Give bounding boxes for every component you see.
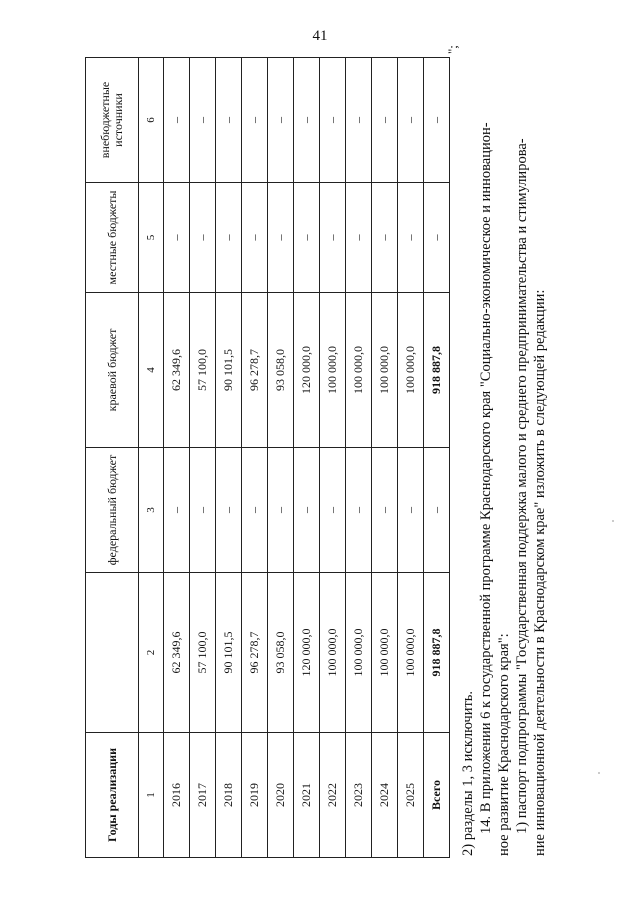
table-cell: – [346,448,372,573]
paragraph-item-14-continued: ное развитие Краснодарского края": [496,633,512,856]
header-total-amount [86,573,139,733]
table-cell: – [320,448,346,573]
table-cell: 2021 [294,733,320,858]
page-number: 41 [312,28,328,44]
table-cell: – [372,58,398,183]
table-cell: 100 000,0 [346,573,372,733]
table-cell: – [190,58,216,183]
table-cell: 2020 [268,733,294,858]
financing-table [85,57,450,858]
table-cell: – [268,448,294,573]
table-cell: 93 058,0 [268,573,294,733]
table-cell: – [216,448,242,573]
table-cell: 62 349,6 [164,573,190,733]
column-number: 5 [139,183,164,293]
table-row [372,58,398,858]
table-cell: – [242,448,268,573]
table-row [268,58,294,858]
table-cell: 2022 [320,733,346,858]
table-row [242,58,268,858]
table-cell: 2023 [346,733,372,858]
table-row [398,58,424,858]
table-cell: 57 100,0 [190,293,216,448]
table-cell: 90 101,5 [216,293,242,448]
table-cell: – [216,58,242,183]
table-cell: 62 349,6 [164,293,190,448]
paragraph-subprogram-passport-continued: ние инновационной деятельности в Краснодарском крае" изложить в следующей редакции: [532,289,548,856]
scan-speck [598,772,600,774]
column-number-row [139,58,164,858]
table-cell: 120 000,0 [294,573,320,733]
table-cell: – [294,58,320,183]
scan-speck [612,520,614,522]
table-cell: 120 000,0 [294,293,320,448]
header-federal-budget: федеральный бюджет [86,448,139,573]
table-cell: – [372,183,398,293]
table-cell: – [242,183,268,293]
table-cell: – [424,448,450,573]
column-number: 4 [139,293,164,448]
table-cell: 90 101,5 [216,573,242,733]
table-total-row [424,58,450,858]
table-cell: 57 100,0 [190,573,216,733]
table-cell: 2025 [398,733,424,858]
header-regional-budget: краевой бюджет [86,293,139,448]
table-cell: – [320,58,346,183]
table-cell: – [424,183,450,293]
paragraph-item-14: 14. В приложении 6 к государственной программе Краснодарского края "Социально-экономическое и инновацион- [478,122,494,834]
column-number: 3 [139,448,164,573]
column-number: 6 [139,58,164,183]
table-cell: 2024 [372,733,398,858]
table-cell: – [398,58,424,183]
table-row [190,58,216,858]
table-cell: 100 000,0 [320,293,346,448]
table-cell: – [164,183,190,293]
table-cell: 100 000,0 [372,293,398,448]
table-cell: 2017 [190,733,216,858]
table-row [216,58,242,858]
table-cell: – [294,448,320,573]
paragraph-subprogram-passport: 1) паспорт подпрограммы "Государственная поддержка малого и среднего предпринимательства и стимулирова- [514,138,530,834]
table-cell: 96 278,7 [242,293,268,448]
table-cell: 100 000,0 [320,573,346,733]
table-cell: 96 278,7 [242,573,268,733]
table-row [346,58,372,858]
table-row [164,58,190,858]
table-cell: – [320,183,346,293]
table-cell: – [268,58,294,183]
table-cell: 100 000,0 [372,573,398,733]
paragraph-sections-excluded: 2) разделы 1, 3 исключить. [460,690,476,856]
table-row [320,58,346,858]
table-cell: 100 000,0 [346,293,372,448]
table-cell: – [424,58,450,183]
table-cell: 93 058,0 [268,293,294,448]
column-number: 1 [139,733,164,858]
header-extrabudgetary: внебюджетные источники [86,58,139,183]
table-cell: – [190,448,216,573]
table-cell: – [164,448,190,573]
table-cell: – [190,183,216,293]
table-header-row [86,58,139,858]
table-cell: – [398,183,424,293]
table-cell: – [294,183,320,293]
table-cell: 2018 [216,733,242,858]
table-closing-quote: "; [445,45,460,54]
table-cell: 100 000,0 [398,293,424,448]
table-cell: – [398,448,424,573]
table-cell: – [346,183,372,293]
table-cell: – [372,448,398,573]
rotated-page-content [85,45,555,858]
table-row [294,58,320,858]
header-local-budgets: местные бюджеты [86,183,139,293]
total-amount: 918 887,8 [424,573,450,733]
total-label: Всего [424,733,450,858]
column-number: 2 [139,573,164,733]
table-cell: – [216,183,242,293]
table-cell: – [242,58,268,183]
header-years: Годы реализации [86,733,139,858]
table-cell: – [268,183,294,293]
table-cell: 2016 [164,733,190,858]
table-cell: – [346,58,372,183]
table-cell: – [164,58,190,183]
table-cell: 100 000,0 [398,573,424,733]
table-cell: 2019 [242,733,268,858]
total-regional: 918 887,8 [424,293,450,448]
